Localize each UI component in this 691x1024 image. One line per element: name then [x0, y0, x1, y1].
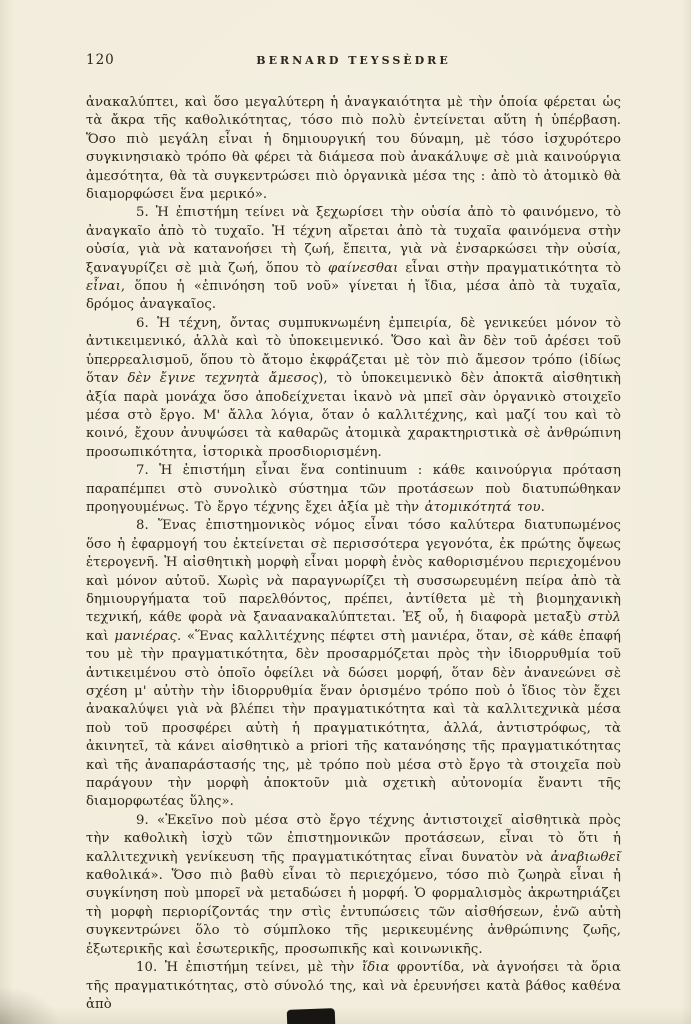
emphasis-text: εἶναι	[86, 279, 121, 295]
body-text: ἀνακαλύπτει, καὶ ὅσο μεγαλύτερη ἡ ἀναγκαιότητα μὲ τὴν ὁποία φέρεται ὡς τὰ ἄκρα τῆς καθολικότητας, τόσο πιὸ πολὺ ἐντείνεται αὕτη ἡ ὑπέρβαση. Ὅσο πιὸ μεγάλη εἶναι ἡ δημιουργική του δύναμη, μὲ τόσο ἰσχυρότερο συγκινησιακὸ τρόπο θὰ φέρει τὰ διάμεσα ποὺ ἀνακάλυψε σὲ μιὰ καινούργια ἀμεσότητα, θὰ τὰ συγκεντρώσει πιὸ ὀργανικὰ μέσα της : ἀπὸ τὸ ἀτομικὸ θὰ διαμορφώσει ἕνα μερικό».	[86, 95, 621, 203]
body-text: , ὅπου ἡ «ἐπινόηση τοῦ νοῦ» γίνεται ἡ ἴδια, μέσα ἀπὸ τὰ τυχαῖα, δρόμος ἀναγκαῖος.	[86, 279, 621, 313]
paragraph-6	[86, 315, 621, 462]
paragraph-10	[86, 959, 621, 1014]
body-text: 7. Ἡ ἐπιστήμη εἶναι ἕνα continuum : κάθε καινούργια πρόταση παραπέμπει στὸ συνολικὸ σύστημα τῶν προτάσεων ποὺ διατυπώθηκαν προηγουμένως. Τὸ ἔργο τέχνης ἔχει ἀξία μὲ τὴν	[86, 463, 621, 515]
body-text: καὶ	[86, 628, 115, 644]
scan-corner-smudge	[0, 986, 60, 1024]
emphasis-text: ἀτομικότητά του	[424, 499, 541, 515]
emphasis-text: φαίνεσθαι	[328, 260, 399, 276]
body-text: 6. Ἡ τέχνη, ὄντας συμπυκνωμένη ἐμπειρία, δὲ γενικεύει μόνον τὸ ἀντικειμενικό, ἀλλὰ καὶ τὸ ὑποκειμενικό. Ὅσο καὶ ἂν δὲν τοῦ ἀρέσει τοῦ ὑπερρεαλισμοῦ, ὅπου τὸ ἄτομο ἐκφράζεται μὲ τὸν πιὸ ἄμεσον τρόπο (ἰδίως ὅταν	[86, 315, 621, 387]
emphasis-text: μανιέρας	[114, 628, 177, 644]
paragraph-8	[86, 517, 621, 812]
body-text: . «Ἕνας καλλιτέχνης πέφτει στὴ μανιέρα, ὅταν, σὲ κάθε ἐπαφή του μὲ τὴν πραγματικότητα, δὲν προσαρμόζεται πρὸς τὴν ἰδιορρυθμία τοῦ ἀντικειμένου στὸ ὁποῖο ὀφείλει νὰ δώσει μορφή, ὅταν δὲν ἀνανεώνει σὲ σχέση μ' αὐτὴν τὴν ἰδιορρυθμία ἕναν ὁρισμένο τρόπο ποὺ ὁ ἴδιος τὸν ἔχει ἀνακαλύψει γιὰ νὰ βλέπει τὴν πραγματικότητα καὶ τὰ καλλιτεχνικὰ μέσα ποὺ τοῦ προσφέρει αὐτὴ ἡ πραγματικότητα, ἀλλά, ἀντιστρόφως, τὰ ἀκινητεῖ, τὰ κάνει αἰσθητικὸ a priori τῆς κατανόησης τῆς πραγματικότητας καὶ τῆς ἀναπαράστασής της, μὲ τρόπο ποὺ μέσα στὸ ἔργο τὰ στοιχεῖα ποὺ παράγουν τὴν μορφὴ ἀποκτοῦν μιὰ σχετικὴ αὐτονομία ἔναντι τῆς διαμορφωτέας ὕλης».	[86, 628, 621, 810]
scan-artifact-mark	[287, 1008, 336, 1024]
body-text: καθολικά». Ὅσο πιὸ βαθὺ εἶναι τὸ περιεχόμενο, τόσο πιὸ ζωηρὰ εἶναι ἡ συγκίνηση ποὺ μπορεῖ νὰ μεταδώσει ἡ μορφή. Ὁ φορμαλισμὸς ἀκρωτηριάζει τὴ μορφὴ περιορίζοντάς την στὶς ἐντυπώσεις τῶν αἰσθήσεων, ἐνῶ αὐτὴ συγκεντρώνει ὅλο τὸ σύμπλοκο τῆς μερικευμένης ἀνθρώπινης ζωῆς, ἐξωτερικῆς καὶ ἐσωτερικῆς, προσωπικῆς καὶ κοινωνικῆς.	[86, 868, 621, 957]
emphasis-text: δὲν ἔγινε τεχνητὰ ἄμεσος	[127, 371, 319, 387]
paragraph-5	[86, 204, 621, 314]
running-header-title: BERNARD TEYSSÈDRE	[256, 54, 451, 67]
paragraph-continuation	[86, 94, 621, 204]
text-block	[86, 94, 621, 1014]
body-text: .	[540, 499, 545, 515]
body-text: 9. «Ἐκεῖνο ποὺ μέσα στὸ ἔργο τέχνης ἀντιστοιχεῖ αἰσθητικὰ πρὸς τὴν καθολικὴ ἰσχὺ τῶν ἐπιστημονικῶν προτάσεων, εἶναι τὸ ὅτι ἡ καλλιτεχνικὴ γενίκευση τῆς πραγματικότητας εἶναι δυνατὸν νὰ	[86, 812, 621, 865]
running-head	[86, 52, 621, 70]
page-number: 120	[86, 52, 115, 68]
emphasis-text: στὺλ	[587, 610, 621, 626]
emphasis-text: ἀναβιωθεῖ	[550, 849, 621, 865]
body-text: 8. Ἕνας ἐπιστημονικὸς νόμος εἶναι τόσο καλύτερα διατυπωμένος ὅσο ἡ ἐφαρμογή του ἐκτείνεται σὲ περισσότερα γεγονότα, ἐκ πρώτης ὄψεως ἑτερογενῆ. Ἡ αἰσθητικὴ μορφὴ εἶναι μορφὴ ἑνὸς καθορισμένου περιεχομένου καὶ μόνον αὐτοῦ. Χωρὶς νὰ παραγνωρίζει τὴ συσσωρευμένη πείρα ἀπὸ τὰ δημιουργήματα τοῦ παρελθόντος, πρέπει, ἀντίθετα μὲ τὴ βιομηχανικὴ τεχνική, κάθε φορὰ νὰ ξαναανακαλύπτεται. Ἐξ οὗ, ἡ διαφορὰ μεταξὺ	[86, 518, 621, 626]
body-text: εἶναι στὴν πραγματικότητα τὸ	[398, 260, 621, 276]
body-text: 5. Ἡ ἐπιστήμη τείνει νὰ ξεχωρίσει τὴν οὐσία ἀπὸ τὸ φαινόμενο, τὸ ἀναγκαῖο ἀπὸ τὸ τυχαῖο. Ἡ τέχνη αἴρεται ἀπὸ τὰ τυχαῖα φαινόμενα στὴν οὐσία, γιὰ νὰ κατανοήσει τὴ ζωή, ἔπειτα, γιὰ νὰ ἐνσαρκώσει τὴν οὐσία, ξαναγυρίζει σὲ μιὰ ζωή, ὅπου τὸ	[86, 205, 621, 276]
paragraph-7	[86, 462, 621, 517]
paragraph-9	[86, 812, 621, 959]
body-text: φροντίδα, νὰ ἀγνοήσει τὰ ὅρια τῆς πραγματικότητας, στὸ σύνολό της, καὶ νὰ ἐρευνήσει κατὰ βάθος καθένα ἀπὸ	[86, 960, 621, 1012]
body-text: 10. Ἡ ἐπιστήμη τείνει, μὲ τὴν	[136, 960, 362, 976]
emphasis-text: ἴδια	[361, 960, 390, 976]
body-text: ), τὸ ὑποκειμενικὸ δὲν ἀποκτᾶ αἰσθητικὴ ἀξία παρὰ μονάχα ὅσο ἀποδείχνεται ἱκανὸ νὰ μπεῖ σὰν ὀργανικὸ στοιχεῖο μέσα στὸ ἔργο. Μ' ἄλλα λόγια, ὅταν ὁ καλλιτέχνης, καὶ μαζί του καὶ τὸ κοινό, ἔχουν ἀνυψώσει τὰ καθαρῶς ἀτομικὰ χαρακτηριστικὰ σὲ ἀνθρώπινη προσωπικότητα, ἱστορικὰ προσδιορισμένη.	[86, 371, 621, 460]
